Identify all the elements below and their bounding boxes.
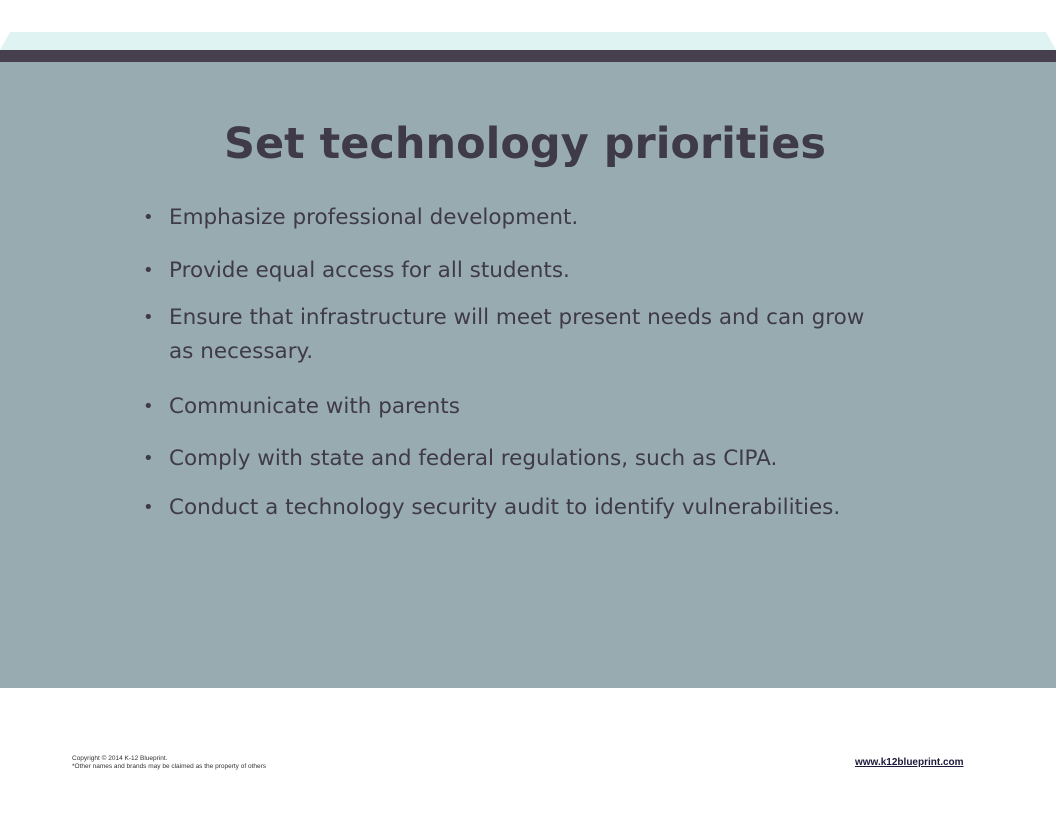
bullet-text: Communicate with parents xyxy=(169,394,460,419)
bullet-item xyxy=(143,301,883,369)
copyright-text: Copyright © 2014 K-12 Blueprint. xyxy=(72,755,168,762)
bullet-icon: • xyxy=(143,307,154,328)
bullet-icon: • xyxy=(143,207,154,228)
bullet-icon: • xyxy=(143,448,154,469)
bullet-icon: • xyxy=(143,396,154,417)
bullet-icon: • xyxy=(143,497,154,518)
bullet-text: Provide equal access for all students. xyxy=(169,258,570,283)
bullet-icon: • xyxy=(143,260,154,281)
disclaimer-text: *Other names and brands may be claimed as the property of others xyxy=(72,763,267,770)
bullet-text: Comply with state and federal regulations, such as CIPA. xyxy=(169,446,778,471)
bullet-item xyxy=(143,254,883,288)
accent-strip xyxy=(0,32,1056,50)
bullet-text: Conduct a technology security audit to identify vulnerabilities. xyxy=(169,495,841,520)
footer-copyright xyxy=(72,755,266,771)
bullet-item xyxy=(143,442,883,476)
bullet-item xyxy=(143,390,883,424)
slide-title: Set technology priorities xyxy=(224,119,826,169)
bullet-item xyxy=(143,201,883,235)
bullet-text: Ensure that infrastructure will meet present needs and can grow as necessary. xyxy=(169,305,865,364)
website-link[interactable]: www.k12blueprint.com xyxy=(855,757,964,768)
bullet-item xyxy=(143,491,883,525)
bullet-text: Emphasize professional development. xyxy=(169,205,579,230)
header-bar xyxy=(0,50,1056,62)
